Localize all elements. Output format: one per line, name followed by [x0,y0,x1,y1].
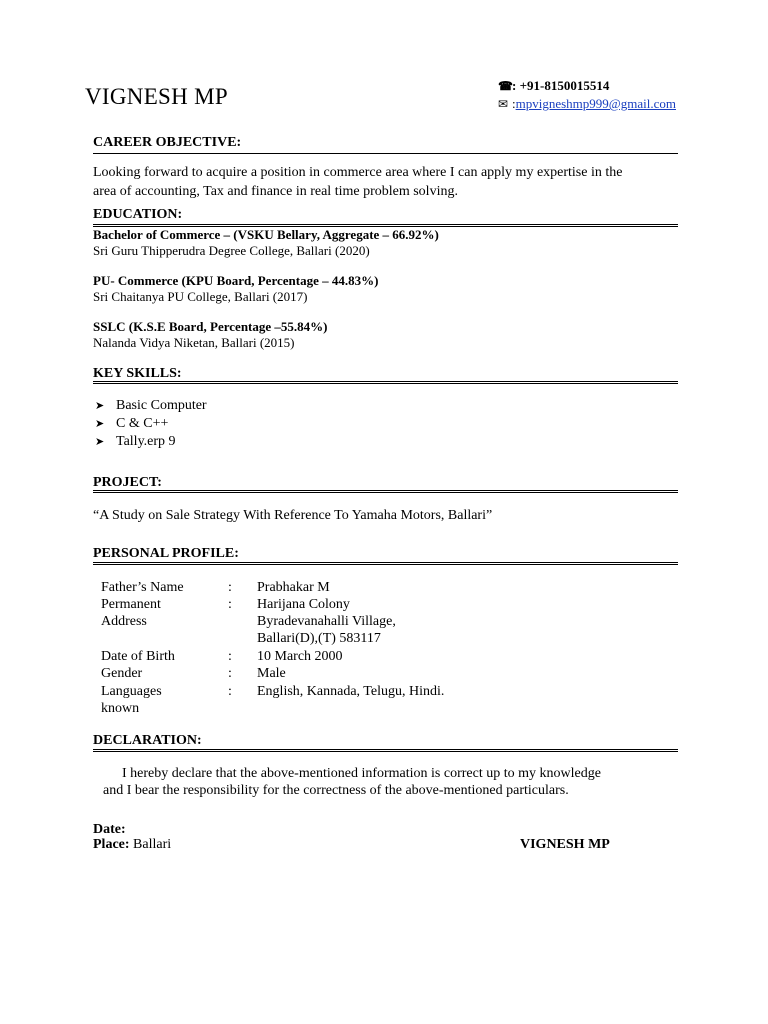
education-title-2: PU- Commerce (KPU Board, Percentage – 44.83%) [93,273,379,288]
address-label-2: Address [101,614,147,629]
education-school-2: Sri Chaitanya PU College, Ballari (2017) [93,289,308,304]
address-line-2: Byradevanahalli Village, [257,614,396,629]
education-heading: EDUCATION: [93,207,183,222]
arrow-bullet-icon: ➤ [95,400,105,412]
dob-value: 10 March 2000 [257,649,343,664]
place-line [93,837,171,853]
project-title: “A Study on Sale Strategy With Reference To Yamaha Motors, Ballari” [93,508,493,523]
languages-value: English, Kannada, Telugu, Hindi. [257,684,445,699]
personal-profile-heading: PERSONAL PROFILE: [93,546,239,561]
arrow-bullet-icon: ➤ [95,418,105,430]
date-label: Date: [93,822,126,837]
place-value: Ballari [129,837,172,852]
career-objective-line-2: area of accounting, Tax and finance in real time problem solving. [93,184,458,199]
key-skills-heading: KEY SKILLS: [93,366,182,381]
address-line-1: Harijana Colony [257,597,350,612]
gender-value: Male [257,666,286,681]
education-title-3: SSLC (K.S.E Board, Percentage –55.84%) [93,319,328,334]
project-heading: PROJECT: [93,475,162,490]
separator: : [228,666,232,681]
skill-label: C & C++ [116,416,169,431]
education-school-1: Sri Guru Thipperudra Degree College, Ballari (2020) [93,243,370,258]
key-skills-rule [93,381,678,384]
languages-label-2: known [101,701,140,716]
phone-line [498,78,609,94]
skill-label: Tally.erp 9 [116,434,176,449]
separator: : [228,649,232,664]
personal-profile-rule [93,562,678,565]
fathers-name-label: Father’s Name [101,580,184,595]
career-objective-line-1: Looking forward to acquire a position in commerce area where I can apply my expertise in the [93,165,623,180]
education-school-3: Nalanda Vidya Niketan, Ballari (2015) [93,335,295,350]
skill-item [95,398,207,414]
gender-label: Gender [101,666,143,681]
email-line [498,96,676,112]
email-prefix: : [512,96,516,111]
languages-label-1: Languages [101,684,162,699]
career-objective-rule [93,153,678,154]
email-link[interactable]: mpvigneshmp999@gmail.com [515,96,676,111]
address-line-3: Ballari(D),(T) 583117 [257,631,381,646]
skill-item [95,416,168,432]
phone-number: : +91-8150015514 [512,78,610,93]
separator: : [228,597,232,612]
applicant-name: VIGNESH MP [85,84,228,109]
skill-item [95,434,176,450]
dob-label: Date of Birth [101,649,175,664]
declaration-line-2: and I bear the responsibility for the correctness of the above-mentioned particulars. [103,783,569,798]
career-objective-heading: CAREER OBJECTIVE: [93,135,242,150]
signature-name: VIGNESH MP [520,837,610,852]
separator: : [228,580,232,595]
arrow-bullet-icon: ➤ [95,436,105,448]
declaration-heading: DECLARATION: [93,733,202,748]
fathers-name-value: Prabhakar M [257,580,330,595]
declaration-rule [93,749,678,752]
project-rule [93,490,678,493]
separator: : [228,684,232,699]
place-label: Place: [93,837,130,852]
phone-icon: ☎ [498,79,513,93]
declaration-line-1: I hereby declare that the above-mentioned information is correct up to my knowledge [122,766,601,781]
skill-label: Basic Computer [116,398,207,413]
education-title-1: Bachelor of Commerce – (VSKU Bellary, Aggregate – 66.92%) [93,227,439,242]
address-label-1: Permanent [101,597,161,612]
envelope-icon: ✉ [498,97,509,111]
